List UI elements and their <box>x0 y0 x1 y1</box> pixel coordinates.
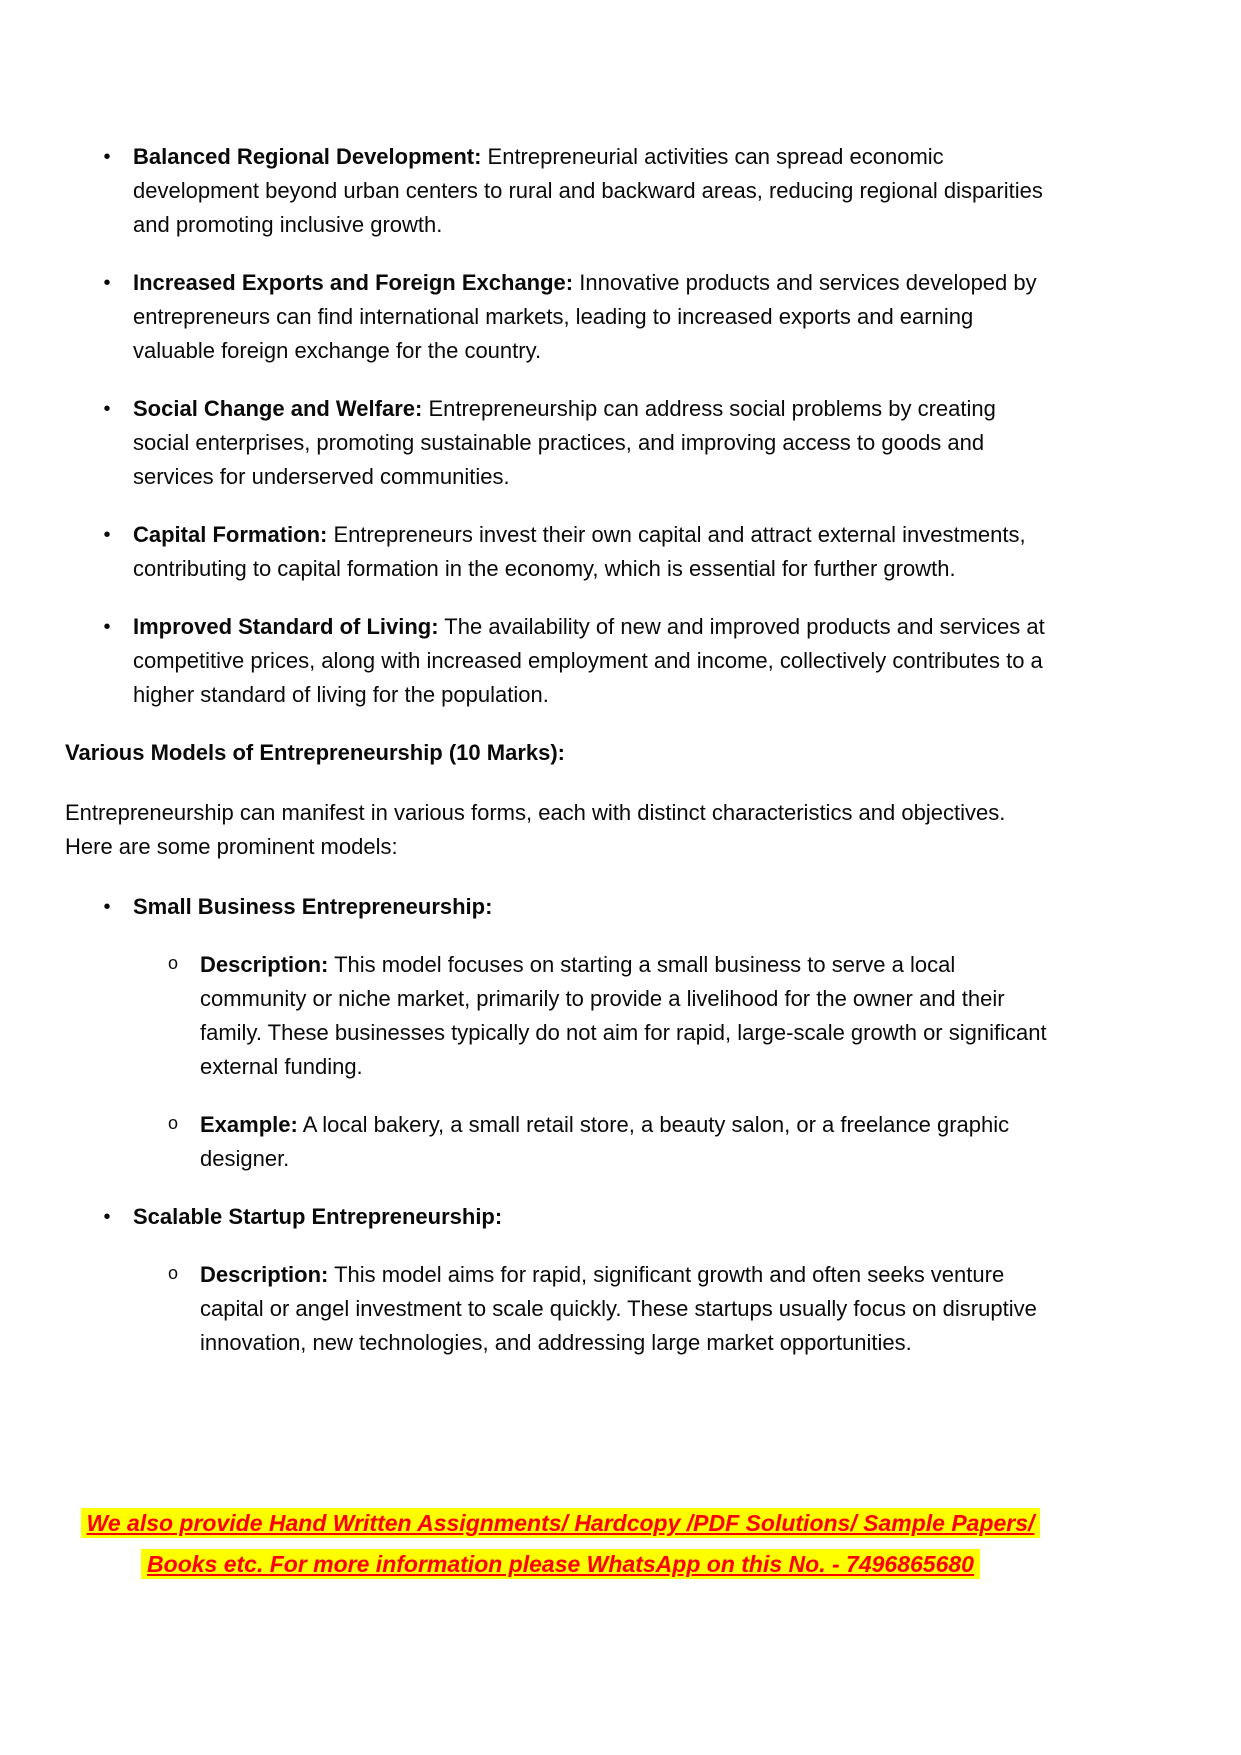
model-title: Small Business Entrepreneurship: <box>133 894 493 919</box>
list-item-text <box>133 610 1056 712</box>
sub-list-item <box>65 1108 1056 1176</box>
circle-bullet-icon: o <box>167 1115 179 1135</box>
bullet-icon: • <box>103 398 111 420</box>
section-heading: Various Models of Entrepreneurship (10 Marks): <box>65 740 566 765</box>
model-title-text <box>133 1200 1056 1234</box>
bullet-icon: • <box>103 524 111 546</box>
sub-item-text <box>200 948 1056 1084</box>
circle-bullet-icon: o <box>167 1265 179 1285</box>
sub-item-lead: Description: <box>200 1262 329 1287</box>
bullet-icon: • <box>103 272 111 294</box>
list-item-body: Innovative products and services developed by entrepreneurs can find international markets, leading to increased exports and earning valuable foreign exchange for the country. <box>133 270 1037 363</box>
list-item-body: The availability of new and improved products and services at competitive prices, along with increased employment and income, collectively contributes to a higher standard of living for the population. <box>133 614 1045 707</box>
sub-item-text <box>200 1258 1056 1360</box>
promo-line <box>65 1544 1056 1585</box>
bullet-icon: • <box>103 146 111 168</box>
list-item-text <box>133 392 1056 494</box>
bullet-icon: • <box>103 616 111 638</box>
model-title: Scalable Startup Entrepreneurship: <box>133 1204 503 1229</box>
list-item <box>65 266 1056 368</box>
promo-highlighted-text: We also provide Hand Written Assignments/ Hardcopy /PDF Solutions/ Sample Papers/ <box>81 1508 1041 1538</box>
list-item-text <box>133 140 1056 242</box>
circle-bullet-icon: o <box>167 955 179 975</box>
sub-item-lead: Example: <box>200 1112 298 1137</box>
list-item-lead: Increased Exports and Foreign Exchange: <box>133 270 574 295</box>
list-item <box>65 140 1056 242</box>
sub-item-text <box>200 1108 1056 1176</box>
sub-item-body: This model aims for rapid, significant growth and often seeks venture capital or angel investment to scale quickly. These startups usually focus on disruptive innovation, new technologies, and addressing large market opportunities. <box>200 1262 1037 1355</box>
list-item-text <box>133 266 1056 368</box>
sub-item-body: This model focuses on starting a small business to serve a local community or niche market, primarily to provide a livelihood for the owner and their family. These businesses typically do not aim for rapid, large-scale growth or significant external funding. <box>200 952 1047 1079</box>
bullet-icon: • <box>103 896 111 918</box>
list-item <box>65 392 1056 494</box>
list-item-body: Entrepreneurship can address social problems by creating social enterprises, promoting sustainable practices, and improving access to goods and services for underserved communities. <box>133 396 996 489</box>
list-item-body: Entrepreneurs invest their own capital and attract external investments, contributing to capital formation in the economy, which is essential for further growth. <box>133 522 1026 581</box>
promo-line <box>65 1503 1056 1544</box>
list-item-lead: Social Change and Welfare: <box>133 396 423 421</box>
list-item <box>65 610 1056 712</box>
model-title-item <box>65 890 1056 924</box>
list-item-lead: Capital Formation: <box>133 522 328 547</box>
sub-list-item <box>65 948 1056 1084</box>
list-item-lead: Balanced Regional Development: <box>133 144 482 169</box>
sub-list-item <box>65 1258 1056 1360</box>
list-item-text <box>133 518 1056 586</box>
intro-paragraph: Entrepreneurship can manifest in various forms, each with distinct characteristics and objectives. Here are some prominent models: <box>65 800 1006 859</box>
document-body <box>65 140 1056 1384</box>
list-item-lead: Improved Standard of Living: <box>133 614 439 639</box>
list-item-body: Entrepreneurial activities can spread economic development beyond urban centers to rural and backward areas, reducing regional disparities and promoting inclusive growth. <box>133 144 1043 237</box>
promo-highlighted-text: Books etc. For more information please WhatsApp on this No. - 7496865680 <box>141 1549 980 1579</box>
model-title-text <box>133 890 1056 924</box>
sub-item-body: A local bakery, a small retail store, a beauty salon, or a freelance graphic designer. <box>200 1112 1010 1171</box>
model-title-item <box>65 1200 1056 1234</box>
promo-banner <box>65 1503 1056 1585</box>
list-item <box>65 518 1056 586</box>
sub-item-lead: Description: <box>200 952 329 977</box>
bullet-icon: • <box>103 1206 111 1228</box>
